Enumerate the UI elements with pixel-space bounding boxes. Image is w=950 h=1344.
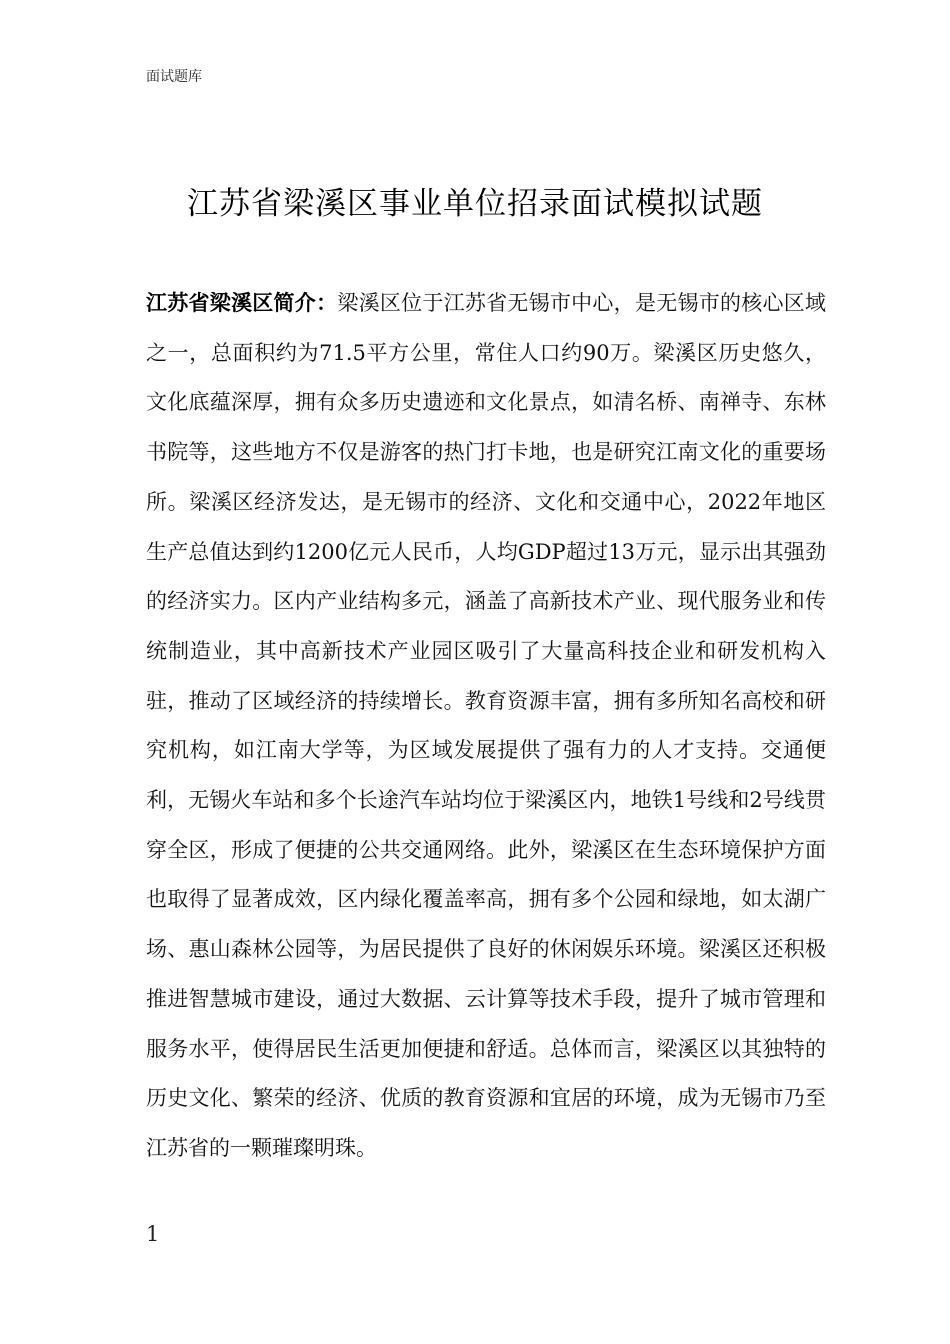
- page-header: 面试题库: [146, 69, 202, 85]
- intro-paragraph: [146, 279, 826, 1174]
- page-number: 1: [146, 1222, 160, 1246]
- intro-text: 梁溪区位于江苏省无锡市中心，是无锡市的核心区域之一，总面积约为71.5平方公里，常住人口约90万。梁溪区历史悠久，文化底蕴深厚，拥有众多历史遗迹和文化景点，如清名桥、南禅寺、东林书院等，这些地方不仅是游客的热门打卡地，也是研究江南文化的重要场所。梁溪区经济发达，是无锡市的经济、文化和交通中心，2022年地区生产总值达到约1200亿元人民币，人均GDP超过13万元，显示出其强劲的经济实力。区内产业结构多元，涵盖了高新技术产业、现代服务业和传统制造业，其中高新技术产业园区吸引了大量高科技企业和研发机构入驻，推动了区域经济的持续增长。教育资源丰富，拥有多所知名高校和研究机构，如江南大学等，为区域发展提供了强有力的人才支持。交通便利，无锡火车站和多个长途汽车站均位于梁溪区内，地铁1号线和2号线贯穿全区，形成了便捷的公共交通网络。此外，梁溪区在生态环境保护方面也取得了显著成效，区内绿化覆盖率高，拥有多个公园和绿地，如太湖广场、惠山森林公园等，为居民提供了良好的休闲娱乐环境。梁溪区还积极推进智慧城市建设，通过大数据、云计算等技术手段，提升了城市管理和服务水平，使得居民生活更加便捷和舒适。总体而言，梁溪区以其独特的历史文化、繁荣的经济、优质的教育资源和宜居的环境，成为无锡市乃至江苏省的一颗璀璨明珠。: [146, 291, 827, 1160]
- intro-label: 江苏省梁溪区简介：: [146, 291, 338, 315]
- page-title: 江苏省梁溪区事业单位招录面试模拟试题: [187, 186, 763, 222]
